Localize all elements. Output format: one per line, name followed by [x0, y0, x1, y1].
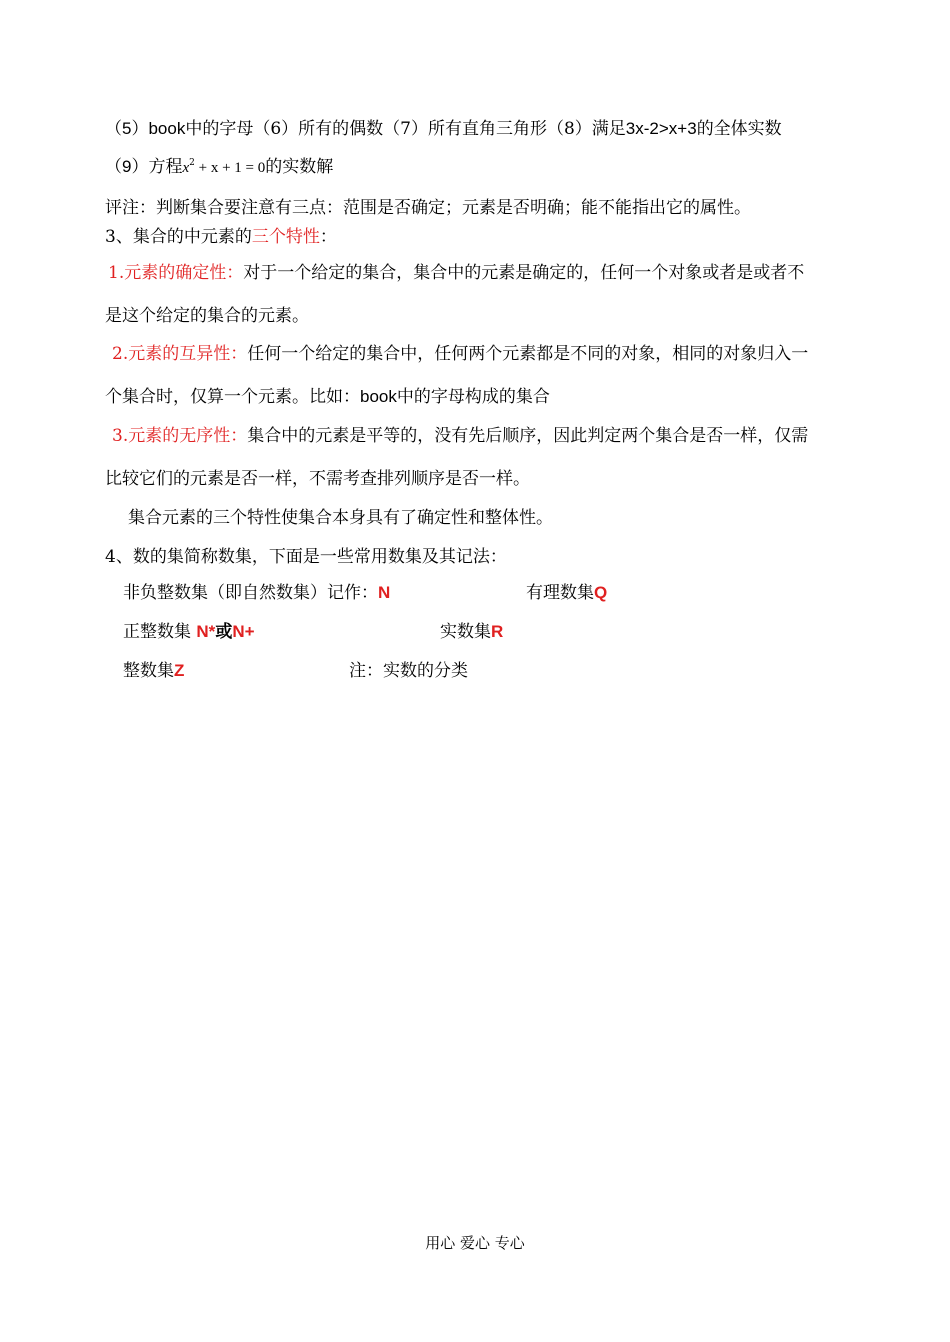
- real-set-label: 实数集: [440, 622, 491, 642]
- rational-set-entry: [526, 581, 607, 605]
- section-3-highlight: 三个特性: [251, 227, 320, 247]
- property-3-line-1: [112, 424, 808, 448]
- integer-set-entry: [123, 659, 184, 683]
- examples-line-2: [105, 155, 333, 182]
- page-footer: 用心 爱心 专心: [425, 1234, 525, 1252]
- integer-set-symbol: Z: [174, 661, 185, 680]
- inequality: 3x-2>x+3: [625, 119, 697, 138]
- section-3-prefix: 3、集合的中元素的: [105, 227, 252, 247]
- section-3-heading: [105, 225, 337, 249]
- equation-exponent: 2: [189, 158, 195, 168]
- property-2-line-1: [112, 342, 808, 366]
- word-book: book: [148, 119, 186, 138]
- property-2-title: 2.元素的互异性：: [112, 344, 248, 364]
- examples-tail: 的全体实数: [696, 119, 782, 139]
- word-book-2: book: [360, 387, 397, 406]
- real-set-symbol: R: [491, 622, 504, 641]
- positive-integer-set-entry: [123, 620, 255, 644]
- positive-integer-symbol-1: N*: [196, 622, 216, 641]
- equation-rest: + x + 1 = 0: [194, 160, 266, 176]
- property-3-title: 3.元素的无序性：: [112, 426, 248, 446]
- property-3-line-2: 比较它们的元素是否一样，不需考查排列顺序是否一样。: [105, 469, 530, 489]
- natural-set-entry: [123, 581, 390, 605]
- example-9-tail: 的实数解: [265, 157, 334, 177]
- examples-line-1: [105, 117, 782, 141]
- rational-set-label: 有理数集: [526, 583, 594, 603]
- example-9-prefix: （9）方程: [105, 157, 183, 176]
- property-1-title: 1.元素的确定性：: [108, 263, 244, 283]
- summary-line: 集合元素的三个特性使集合本身具有了确定性和整体性。: [128, 508, 553, 528]
- equation-x: x: [182, 160, 190, 176]
- property-2-text-b: 中的字母构成的集合: [396, 387, 550, 407]
- real-classification-note: 注：实数的分类: [349, 661, 468, 681]
- real-set-entry: [440, 620, 503, 644]
- natural-set-symbol: N: [378, 583, 391, 602]
- section-3-suffix: ：: [319, 227, 337, 247]
- property-2-text-a: 个集合时，仅算一个元素。比如：: [105, 387, 360, 407]
- property-1-text: 对于一个给定的集合，集合中的元素是确定的，任何一个对象或者是或者不: [243, 263, 805, 283]
- rational-set-symbol: Q: [594, 583, 608, 602]
- examples-text: 中的字母（6）所有的偶数（7）所有直角三角形（8）满足: [185, 119, 626, 139]
- integer-set-label: 整数集: [123, 661, 174, 681]
- comment-line: 评注：判断集合要注意有三点：范围是否确定；元素是否明确；能不能指出它的属性。: [105, 198, 751, 218]
- natural-set-label: 非负整数集（即自然数集）记作：: [123, 583, 378, 603]
- positive-integer-set-label: 正整数集: [123, 622, 191, 642]
- property-1-line-2: 是这个给定的集合的元素。: [105, 306, 309, 326]
- property-2-line-2: [105, 385, 550, 409]
- property-3-text: 集合中的元素是平等的，没有先后顺序，因此判定两个集合是否一样，仅需: [247, 426, 809, 446]
- example-index: （5）: [105, 119, 149, 138]
- section-4-heading: 4、数的集简称数集，下面是一些常用数集及其记法：: [105, 547, 507, 567]
- positive-integer-symbol-2: N+: [232, 622, 255, 641]
- positive-integer-or: 或: [215, 622, 233, 642]
- property-1-line-1: [108, 261, 804, 285]
- property-2-text: 任何一个给定的集合中，任何两个元素都是不同的对象，相同的对象归入一: [247, 344, 809, 364]
